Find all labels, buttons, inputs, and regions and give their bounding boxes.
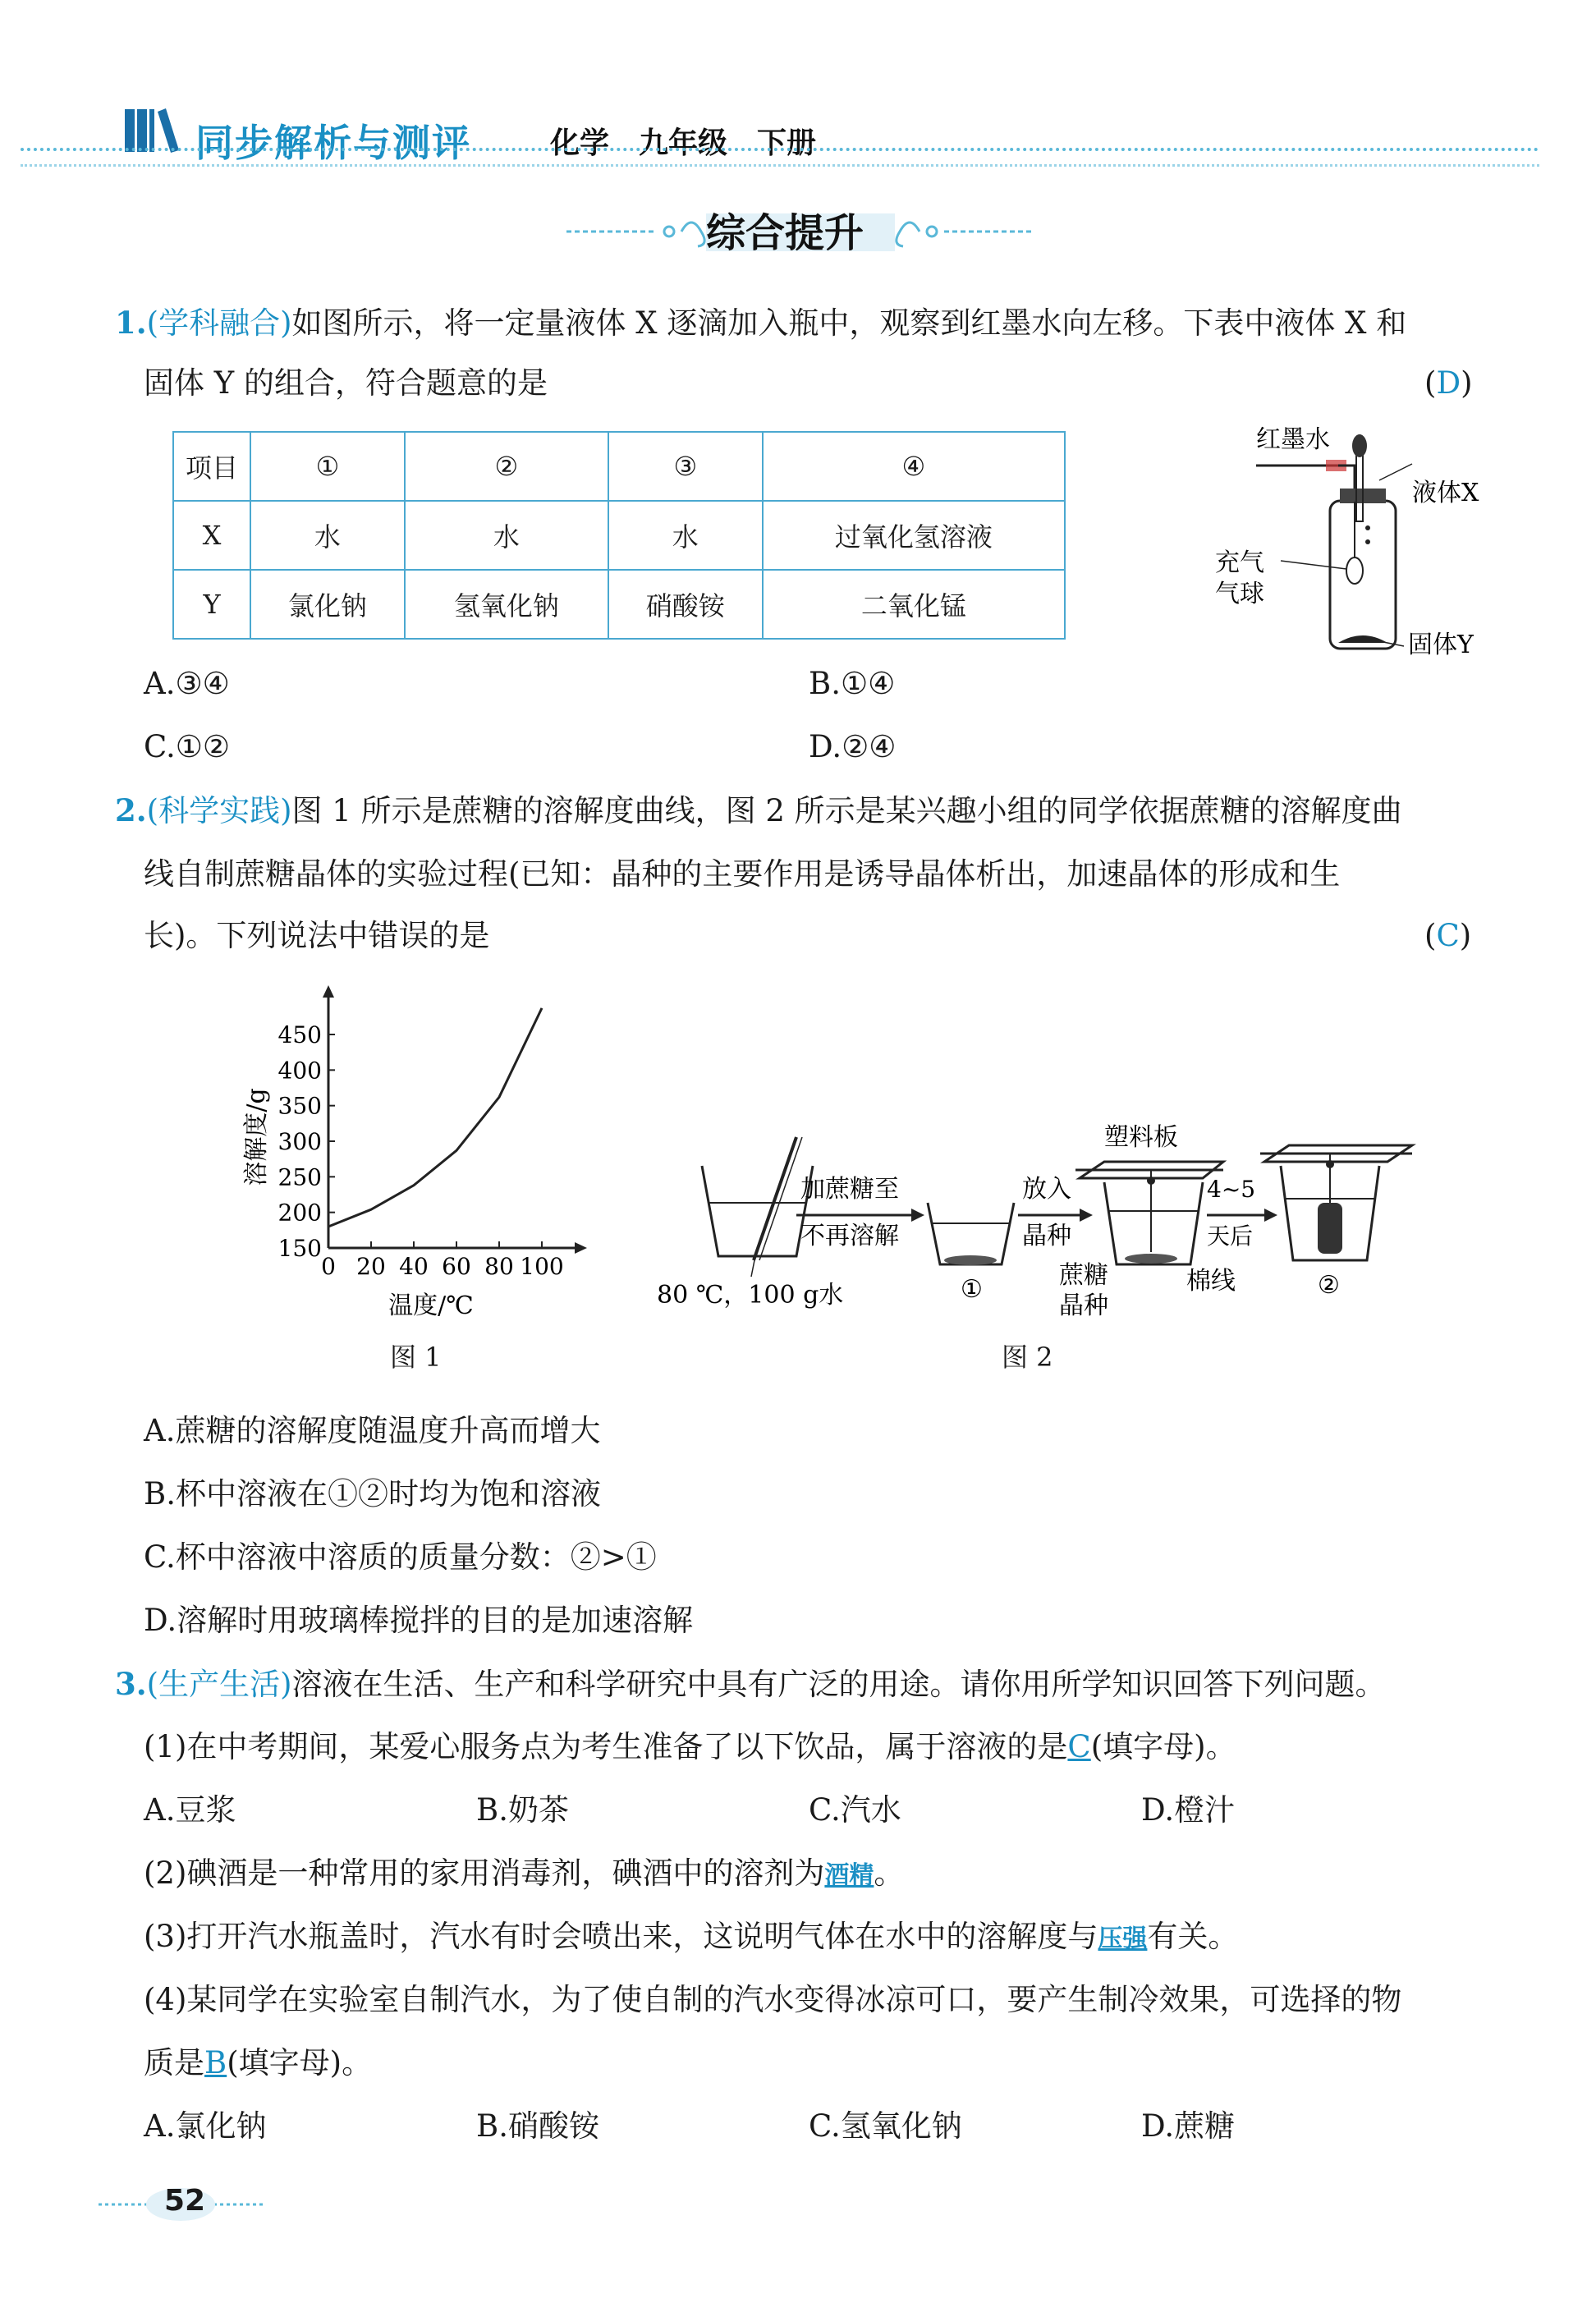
fig2-days-a: 4~5 — [1207, 1176, 1256, 1203]
q1-text-line1: 如图所示，将一定量液体 X 逐滴加入瓶中，观察到红墨水向左移。下表中液体 X 和 — [291, 305, 1407, 341]
q1-option-a[interactable]: A.③④ — [144, 666, 230, 701]
q3-tag: (生产生活) — [146, 1667, 292, 1702]
q1-text-line2: 固体 Y 的组合，符合题意的是 — [144, 365, 548, 401]
q1-table — [172, 431, 1066, 640]
solubility-chart — [230, 973, 608, 1326]
q1-number: 1. — [115, 305, 147, 341]
y-tick-label: 250 — [277, 1163, 322, 1191]
q2-option-a[interactable]: A.蔗糖的溶解度随温度升高而增大 — [144, 1413, 601, 1448]
x-axis-arrow — [575, 1242, 587, 1254]
books-logo-icon — [123, 105, 181, 154]
q3-number: 3. — [115, 1666, 147, 1702]
y-tick-label: 400 — [277, 1057, 322, 1085]
q2-option-d[interactable]: D.溶解时用玻璃棒搅拌的目的是加速溶解 — [144, 1603, 694, 1638]
q3-p4-answer[interactable]: B — [204, 2045, 227, 2080]
fig2-circle2: ② — [1318, 1271, 1340, 1300]
fig2-step1b: 不再溶解 — [800, 1222, 899, 1250]
fig2-condition: 80 ℃，100 g水 — [657, 1281, 844, 1310]
y-tick-label: 350 — [277, 1092, 322, 1120]
label-balloon1: 充气 — [1215, 548, 1264, 577]
fig2-circle1: ① — [961, 1275, 983, 1304]
series-title: 同步解析与测评 — [195, 121, 471, 165]
fig2-plastic: 塑料板 — [1104, 1123, 1178, 1152]
q3-p3-answer[interactable]: 压强 — [1098, 1924, 1148, 1953]
subject-info: 化学 九年级 下册 — [550, 126, 817, 160]
q1-line1 — [115, 302, 1406, 344]
q2-option-b[interactable]: B.杯中溶液在①②时均为饱和溶液 — [144, 1476, 601, 1512]
table-row: Y 氯化钠 氢氧化钠 硝酸铵 二氧化锰 — [173, 570, 1065, 639]
q2-text-line3: 长)。下列说法中错误的是 — [144, 918, 490, 953]
q3-p1-option-c[interactable]: C.汽水 — [809, 1792, 901, 1828]
q1-option-b[interactable]: B.①④ — [809, 666, 896, 701]
q3-p1-option-d[interactable]: D.橙汁 — [1141, 1792, 1236, 1828]
q3-part2: (2)碘酒是一种常用的家用消毒剂，碘酒中的溶剂为酒精。 — [144, 1856, 905, 1891]
x-tick-label: 100 — [520, 1253, 564, 1280]
label-solid-y: 固体Y — [1408, 631, 1474, 659]
q2-tag: (科学实践) — [146, 793, 292, 828]
fig2-seed-b: 晶种 — [1059, 1291, 1108, 1320]
q2-text-line2: 线自制蔗糖晶体的实验过程(已知：晶种的主要作用是诱导晶体析出，加速晶体的形成和生 — [144, 856, 1341, 892]
q2-number: 2. — [115, 792, 147, 828]
q3-p4-line1: (4)某同学在实验室自制汽水，为了使自制的汽水变得冰凉可口，要产生制冷效果，可选择的物 — [144, 1982, 1402, 2017]
y-tick-label: 300 — [277, 1128, 322, 1155]
fig2-step2a: 放入 — [1022, 1175, 1071, 1204]
q3-p1-option-b[interactable]: B.奶茶 — [476, 1792, 569, 1828]
experiment-process-figure — [649, 1088, 1445, 1334]
q2-answer: C — [1436, 918, 1460, 953]
fig2-caption: 图 2 — [1002, 1342, 1053, 1373]
q2-answer-bracket: (C) — [1424, 918, 1472, 953]
q3-p4-option-c[interactable]: C.氢氧化钠 — [809, 2108, 962, 2144]
q3-p4-option-d[interactable]: D.蔗糖 — [1141, 2108, 1236, 2144]
y-tick-label: 450 — [277, 1021, 322, 1048]
q3-text: 溶液在生活、生产和科学研究中具有广泛的用途。请你用所学知识回答下列问题。 — [291, 1667, 1386, 1702]
y-tick-label: 200 — [277, 1199, 322, 1227]
chart-axes — [278, 985, 587, 1280]
solubility-curve — [328, 1008, 542, 1227]
q3-part4: 质是B(填字母)。 — [144, 2045, 373, 2080]
chart-xlabel: 温度/℃ — [388, 1291, 474, 1320]
section-title: 综合提升 — [706, 210, 864, 256]
x-tick-label: 20 — [356, 1253, 386, 1280]
y-axis-arrow — [323, 985, 334, 998]
q2-text-line1: 图 1 所示是蔗糖的溶解度曲线，图 2 所示是某兴趣小组的同学依据蔗糖的溶解度曲 — [291, 793, 1402, 828]
label-liquid-x: 液体X — [1412, 479, 1479, 507]
q3-p1-option-a[interactable]: A.豆浆 — [144, 1792, 236, 1828]
q3-line1 — [115, 1663, 1386, 1705]
q3-p2-answer[interactable]: 酒精 — [824, 1861, 874, 1890]
q1-option-d[interactable]: D.②④ — [809, 729, 897, 764]
label-red-ink: 红墨水 — [1256, 425, 1330, 454]
chart-ylabel: 溶解度/g — [242, 1088, 271, 1186]
fig2-days-b: 天后 — [1207, 1223, 1254, 1250]
x-tick-label: 0 — [321, 1253, 336, 1280]
label-balloon2: 气球 — [1215, 580, 1264, 608]
bottle-apparatus-figure — [1207, 423, 1519, 661]
table-row: X 水 水 水 过氧化氢溶液 — [173, 501, 1065, 570]
q3-part1: (1)在中考期间，某爱心服务点为考生准备了以下饮品，属于溶液的是C(填字母)。 — [144, 1729, 1236, 1764]
x-tick-label: 60 — [442, 1253, 471, 1280]
q1-answer: D — [1436, 365, 1461, 401]
q1-tag: (学科融合) — [146, 305, 292, 341]
q3-p4-option-a[interactable]: A.氯化钠 — [144, 2108, 267, 2144]
q3-p1-answer[interactable]: C — [1067, 1729, 1091, 1764]
fig2-seed-a: 蔗糖 — [1059, 1261, 1108, 1290]
header-divider — [21, 148, 1539, 151]
x-tick-label: 40 — [399, 1253, 429, 1280]
x-tick-label: 80 — [484, 1253, 514, 1280]
header-divider-light — [21, 164, 1539, 167]
fig2-thread: 棉线 — [1186, 1267, 1236, 1296]
table-row: 项目 ① ② ③ ④ — [173, 432, 1065, 501]
q1-answer-bracket: (D) — [1424, 365, 1473, 401]
q3-part3: (3)打开汽水瓶盖时，汽水有时会喷出来，这说明气体在水中的溶解度与压强有关。 — [144, 1919, 1239, 1954]
q2-option-c[interactable]: C.杯中溶液中溶质的质量分数：②>① — [144, 1539, 657, 1575]
q2-line1 — [115, 790, 1402, 832]
fig2-step2b: 晶种 — [1022, 1222, 1071, 1250]
y-tick-label: 150 — [277, 1235, 322, 1262]
fig2-step1a: 加蔗糖至 — [800, 1175, 899, 1204]
q3-p4-option-b[interactable]: B.硝酸铵 — [476, 2108, 599, 2144]
page-number: 52 — [164, 2184, 206, 2218]
fig1-caption: 图 1 — [390, 1342, 442, 1373]
q1-option-c[interactable]: C.①② — [144, 729, 231, 764]
